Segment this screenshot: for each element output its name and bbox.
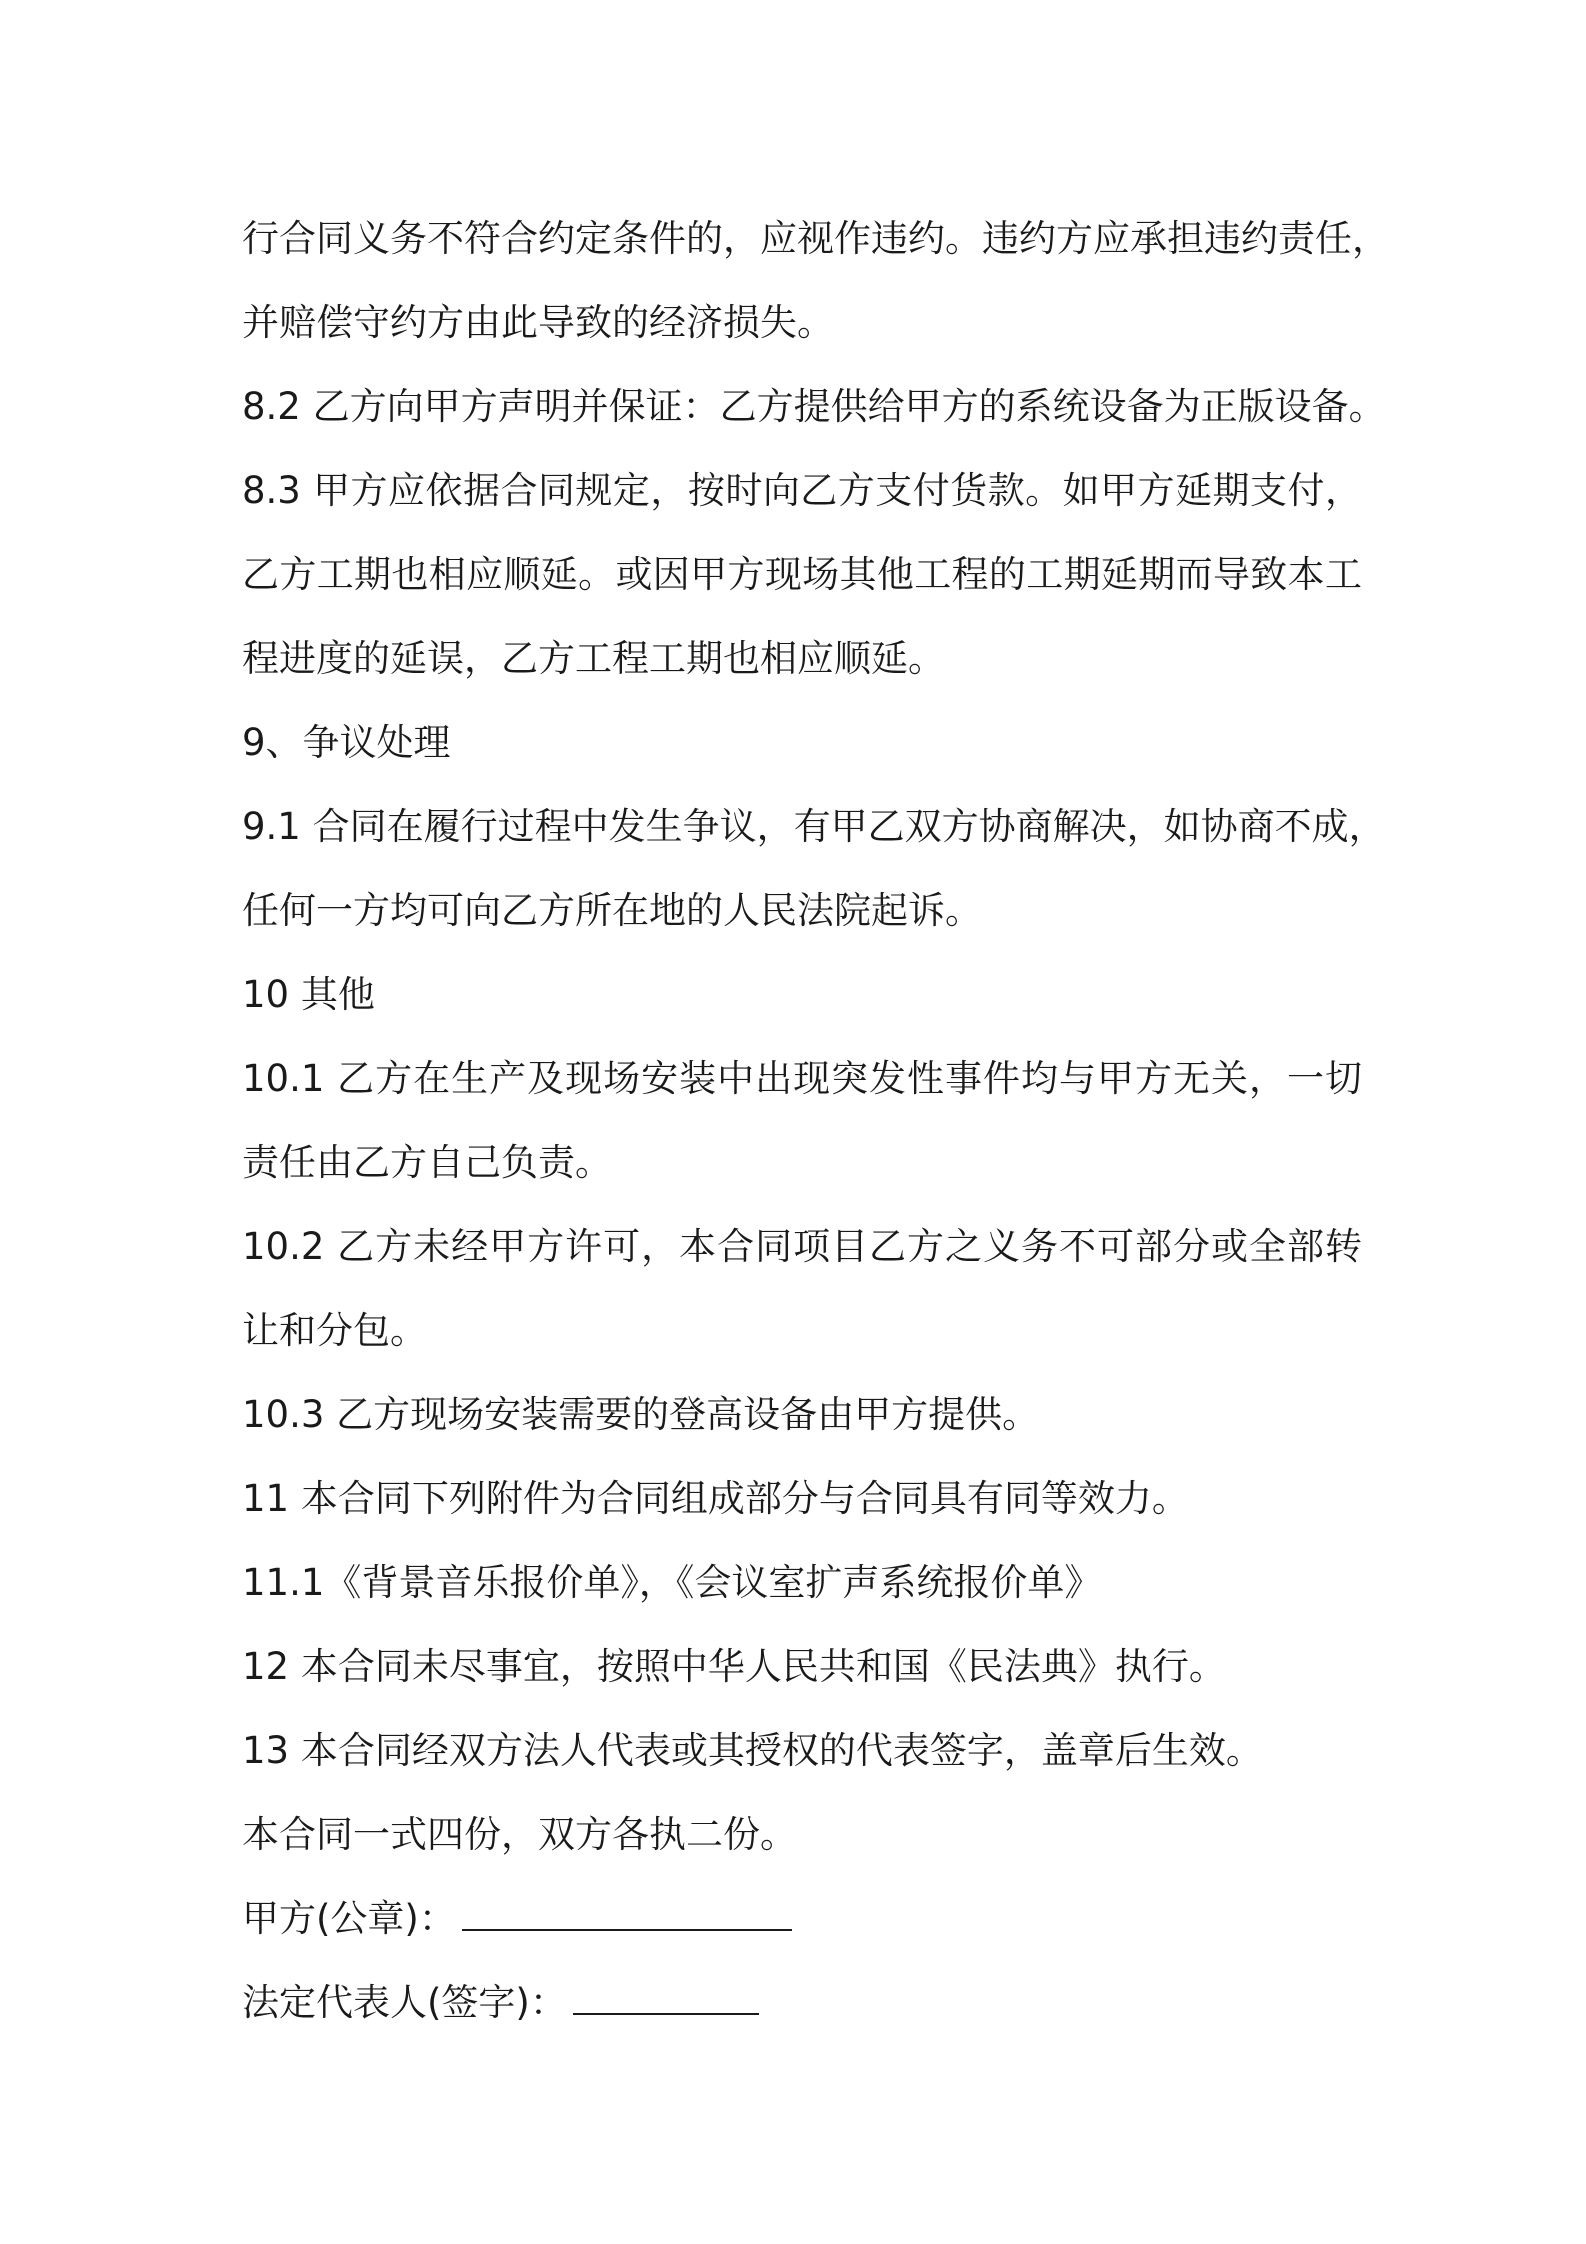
party-a-seal-label: 甲方(公章)： xyxy=(242,1897,456,1940)
contract-body xyxy=(242,197,1389,2045)
text-line: 8.2 乙方向甲方声明并保证：乙方提供给甲方的系统设备为正版设备。 xyxy=(242,385,1386,428)
text-line: 10.1 乙方在生产及现场安装中出现突发性事件均与甲方无关，一切 xyxy=(242,1057,1362,1100)
text-line: 责任由乙方自己负责。 xyxy=(242,1141,612,1184)
text-line: 并赔偿守约方由此导致的经济损失。 xyxy=(242,301,834,344)
legal-rep-signature-row xyxy=(242,1961,1362,2045)
text-line: 10.2 乙方未经甲方许可，本合同项目乙方之义务不可部分或全部转 xyxy=(242,1225,1362,1268)
text-line: 11.1《背景音乐报价单》，《会议室扩声系统报价单》 xyxy=(242,1561,1102,1604)
text-line: 8.3 甲方应依据合同规定，按时向乙方支付货款。如甲方延期支付， xyxy=(242,469,1362,512)
section-heading: 9、争议处理 xyxy=(242,721,451,764)
text-line: 13 本合同经双方法人代表或其授权的代表签字，盖章后生效。 xyxy=(242,1729,1263,1772)
party-a-seal-row xyxy=(242,1877,1362,1961)
party-a-seal-blank[interactable] xyxy=(462,1891,792,1931)
text-line: 行合同义务不符合约定条件的，应视作违约。违约方应承担违约责任， xyxy=(242,217,1389,260)
text-line: 任何一方均可向乙方所在地的人民法院起诉。 xyxy=(242,889,982,932)
legal-rep-signature-blank[interactable] xyxy=(573,1975,759,2015)
text-line: 本合同一式四份，双方各执二份。 xyxy=(242,1813,797,1856)
section-heading: 10 其他 xyxy=(242,973,375,1016)
text-line: 10.3 乙方现场安装需要的登高设备由甲方提供。 xyxy=(242,1393,1040,1436)
legal-rep-signature-label: 法定代表人(签字)： xyxy=(242,1981,567,2024)
text-line: 11 本合同下列附件为合同组成部分与合同具有同等效力。 xyxy=(242,1477,1189,1520)
text-line: 让和分包。 xyxy=(242,1309,427,1352)
text-line: 9.1 合同在履行过程中发生争议，有甲乙双方协商解决，如协商不成， xyxy=(242,805,1386,848)
text-line: 程进度的延误，乙方工程工期也相应顺延。 xyxy=(242,637,945,680)
text-line: 12 本合同未尽事宜，按照中华人民共和国《民法典》执行。 xyxy=(242,1645,1226,1688)
text-line: 乙方工期也相应顺延。或因甲方现场其他工程的工期延期而导致本工 xyxy=(242,553,1362,596)
